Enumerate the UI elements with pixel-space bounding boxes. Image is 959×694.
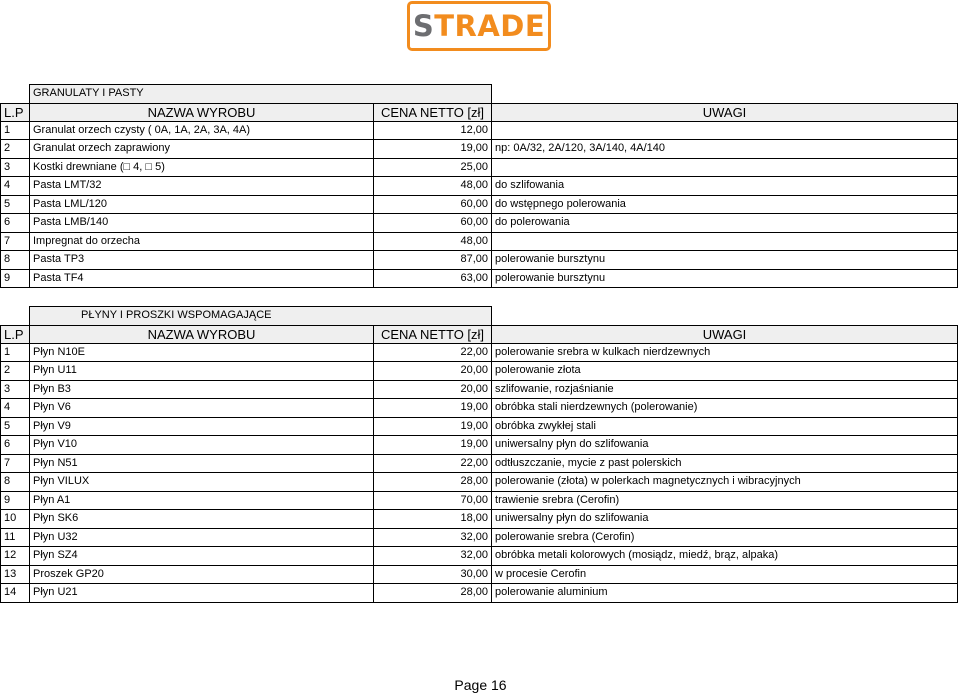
section-title: PŁYNY I PROSZKI WSPOMAGAJĄCE — [30, 307, 492, 326]
row-name: Pasta LMT/32 — [30, 177, 374, 196]
row-name: Płyn U32 — [30, 528, 374, 547]
row-price: 19,00 — [374, 417, 492, 436]
granulaty-table — [0, 84, 958, 288]
row-note: trawienie srebra (Cerofin) — [492, 491, 958, 510]
row-price: 32,00 — [374, 547, 492, 566]
row-name: Płyn SZ4 — [30, 547, 374, 566]
row-lp: 5 — [1, 417, 30, 436]
row-lp: 8 — [1, 473, 30, 492]
row-price: 48,00 — [374, 177, 492, 196]
row-note: uniwersalny płyn do szlifowania — [492, 436, 958, 455]
page-number-label: Page 16 — [454, 677, 507, 693]
row-lp: 4 — [1, 177, 30, 196]
row-price: 28,00 — [374, 584, 492, 603]
row-name: Pasta LML/120 — [30, 195, 374, 214]
row-lp: 4 — [1, 399, 30, 418]
table-row — [1, 399, 958, 418]
row-lp: 6 — [1, 436, 30, 455]
row-lp: 2 — [1, 140, 30, 159]
row-lp: 5 — [1, 195, 30, 214]
row-name: Płyn V6 — [30, 399, 374, 418]
row-price: 19,00 — [374, 399, 492, 418]
row-price: 70,00 — [374, 491, 492, 510]
row-price: 60,00 — [374, 195, 492, 214]
row-note: polerowanie aluminium — [492, 584, 958, 603]
row-name: Pasta TP3 — [30, 251, 374, 270]
table-row — [1, 454, 958, 473]
row-note: polerowanie bursztynu — [492, 251, 958, 270]
row-name: Pasta TF4 — [30, 269, 374, 288]
row-note: polerowanie srebra (Cerofin) — [492, 528, 958, 547]
table-row — [1, 232, 958, 251]
logo-rest: TRADE — [434, 9, 546, 43]
row-price: 18,00 — [374, 510, 492, 529]
row-note — [492, 121, 958, 140]
row-lp: 6 — [1, 214, 30, 233]
row-price: 20,00 — [374, 362, 492, 381]
row-price: 28,00 — [374, 473, 492, 492]
row-price: 32,00 — [374, 528, 492, 547]
row-lp: 13 — [1, 565, 30, 584]
header-notes: UWAGI — [492, 325, 958, 343]
row-name: Płyn N10E — [30, 343, 374, 362]
row-note — [492, 232, 958, 251]
header-name: NAZWA WYROBU — [30, 325, 374, 343]
row-lp: 8 — [1, 251, 30, 270]
row-lp: 12 — [1, 547, 30, 566]
table-row — [1, 269, 958, 288]
table-header-row — [1, 103, 958, 121]
row-note: do wstępnego polerowania — [492, 195, 958, 214]
table-row — [1, 343, 958, 362]
table-row — [1, 251, 958, 270]
row-price: 12,00 — [374, 121, 492, 140]
row-name: Płyn V9 — [30, 417, 374, 436]
logo-first-letter: S — [412, 9, 435, 43]
table-row — [1, 417, 958, 436]
table-row — [1, 121, 958, 140]
table-row — [1, 528, 958, 547]
table-row — [1, 491, 958, 510]
row-note — [492, 158, 958, 177]
header-notes: UWAGI — [492, 103, 958, 121]
row-price: 22,00 — [374, 454, 492, 473]
row-note: obróbka stali nierdzewnych (polerowanie) — [492, 399, 958, 418]
row-name: Płyn SK6 — [30, 510, 374, 529]
row-lp: 1 — [1, 121, 30, 140]
row-lp: 7 — [1, 232, 30, 251]
row-note: odtłuszczanie, mycie z past polerskich — [492, 454, 958, 473]
row-note: polerowanie bursztynu — [492, 269, 958, 288]
table-row — [1, 565, 958, 584]
table-row — [1, 177, 958, 196]
row-name: Płyn B3 — [30, 380, 374, 399]
table-row — [1, 473, 958, 492]
row-name: Płyn U11 — [30, 362, 374, 381]
row-name: Granulat orzech czysty ( 0A, 1A, 2A, 3A, 4A) — [30, 121, 374, 140]
table-row — [1, 436, 958, 455]
row-note: do polerowania — [492, 214, 958, 233]
table-row — [1, 214, 958, 233]
row-lp: 9 — [1, 269, 30, 288]
table-row — [1, 362, 958, 381]
row-note: szlifowanie, rozjaśnianie — [492, 380, 958, 399]
row-name: Płyn VILUX — [30, 473, 374, 492]
row-price: 19,00 — [374, 140, 492, 159]
row-name: Płyn A1 — [30, 491, 374, 510]
plyny-table — [0, 306, 958, 603]
table-row — [1, 510, 958, 529]
row-lp: 2 — [1, 362, 30, 381]
row-name: Pasta LMB/140 — [30, 214, 374, 233]
strade-logo — [407, 1, 551, 51]
row-lp: 11 — [1, 528, 30, 547]
row-price: 60,00 — [374, 214, 492, 233]
row-note: obróbka zwykłej stali — [492, 417, 958, 436]
row-lp: 1 — [1, 343, 30, 362]
table-row — [1, 380, 958, 399]
row-lp: 3 — [1, 158, 30, 177]
row-price: 48,00 — [374, 232, 492, 251]
row-note: uniwersalny płyn do szlifowania — [492, 510, 958, 529]
table-header-row — [1, 325, 958, 343]
table-row — [1, 584, 958, 603]
header-name: NAZWA WYROBU — [30, 103, 374, 121]
header-lp: L.P — [1, 103, 30, 121]
header-price: CENA NETTO [zł] — [374, 325, 492, 343]
row-price: 22,00 — [374, 343, 492, 362]
row-lp: 9 — [1, 491, 30, 510]
section-title: GRANULATY I PASTY — [30, 85, 492, 104]
row-name: Płyn V10 — [30, 436, 374, 455]
row-note: do szlifowania — [492, 177, 958, 196]
row-note: np: 0A/32, 2A/120, 3A/140, 4A/140 — [492, 140, 958, 159]
row-lp: 3 — [1, 380, 30, 399]
row-lp: 10 — [1, 510, 30, 529]
row-name: Płyn U21 — [30, 584, 374, 603]
row-note: polerowanie (złota) w polerkach magnetycznych i wibracyjnych — [492, 473, 958, 492]
row-lp: 7 — [1, 454, 30, 473]
row-lp: 14 — [1, 584, 30, 603]
table-row — [1, 158, 958, 177]
row-name: Kostki drewniane (□ 4, □ 5) — [30, 158, 374, 177]
row-price: 63,00 — [374, 269, 492, 288]
row-price: 19,00 — [374, 436, 492, 455]
table-row — [1, 547, 958, 566]
row-name: Impregnat do orzecha — [30, 232, 374, 251]
page-number — [0, 677, 959, 693]
row-price: 30,00 — [374, 565, 492, 584]
row-price: 20,00 — [374, 380, 492, 399]
row-note: obróbka metali kolorowych (mosiądz, miedź, brąz, alpaka) — [492, 547, 958, 566]
table-row — [1, 140, 958, 159]
row-name: Płyn N51 — [30, 454, 374, 473]
row-name: Proszek GP20 — [30, 565, 374, 584]
row-note: w procesie Cerofin — [492, 565, 958, 584]
header-lp: L.P — [1, 325, 30, 343]
table-row — [1, 195, 958, 214]
row-price: 25,00 — [374, 158, 492, 177]
row-note: polerowanie złota — [492, 362, 958, 381]
row-note: polerowanie srebra w kulkach nierdzewnych — [492, 343, 958, 362]
row-price: 87,00 — [374, 251, 492, 270]
row-name: Granulat orzech zaprawiony — [30, 140, 374, 159]
header-price: CENA NETTO [zł] — [374, 103, 492, 121]
